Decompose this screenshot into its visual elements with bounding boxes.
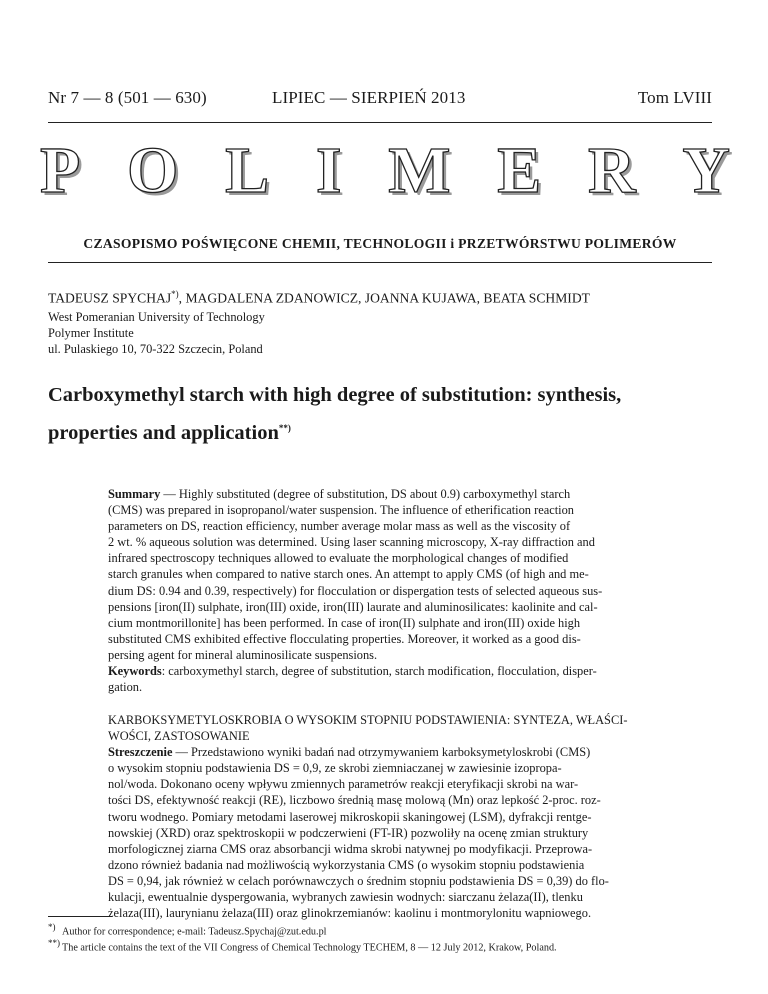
polish-line: żelaza(III), laurynianu żelaza(III) oraz glinokrzemianów: kaolinu i montmorylonitu wapniowego. [108,906,592,921]
author-first: TADEUSZ SPYCHAJ [48,290,172,306]
polish-title-line: WOŚCI, ZASTOSOWANIE [108,729,250,744]
journal-logo [40,133,730,208]
author-list [48,289,590,307]
summary-line: (CMS) was prepared in isopropanol/water suspension. The influence of etherification reaction [108,503,574,518]
footnote-mark: **) [48,938,60,948]
streszczenie-label: Streszczenie [108,745,173,760]
polish-line: nowskiej (XRD) oraz spektroskopii w podczerwieni (FT-IR) pozwoliły na ocenę zmian struktury [108,825,589,840]
polish-line: dzono również badania nad możliwością wykorzystania CMS (o wysokim stopniu podstawienia [108,857,585,872]
issue-date: LIPIEC — SIERPIEŃ 2013 [272,88,466,107]
polish-line: o wysokim stopniu podstawienia DS = 0,9, ze skrobi ziemniaczanej w zawiesinie izopropa- [108,761,562,776]
summary-block [108,486,712,695]
logo-letter: E [497,133,542,207]
logo-letter: I [315,133,342,207]
keywords-line: : carboxymethyl starch, degree of substitution, starch modification, flocculation, disper- [161,664,597,679]
summary-line: parameters on DS, reaction efficiency, number average molar mass as well as the viscosity of [108,519,571,534]
summary-line: substituted CMS exhibited effective flocculating properties. Moreover, it worked as a good dis- [108,631,581,646]
logo-letter: M [388,133,451,207]
polish-line: nol/woda. Dokonano oceny wpływu zmiennych parametrów reakcji eteryfikacji skrobi na war- [108,777,579,792]
article-title [48,379,728,450]
summary-line: persing agent for mineral aluminosilicate suspensions. [108,647,378,662]
logo-letter: O [127,133,179,207]
polish-abstract-block [108,712,712,921]
keywords-label: Keywords [108,664,162,679]
footnote-rule [48,916,112,917]
title-footnote-mark: **) [278,423,291,433]
article-title-line: Carboxymethyl starch with high degree of substitution: synthesis, [48,384,622,406]
polish-line: tości DS, efektywność reakcji (RE), liczbowo średnią masę molową (Mn) oraz lepkość 2-proc. roz- [108,793,601,808]
author-rest: , MAGDALENA ZDANOWICZ, JOANNA KUJAWA, BEATA SCHMIDT [178,290,590,306]
polish-title-line: KARBOKSYMETYLOSKROBIA O WYSOKIM STOPNIU PODSTAWIENIA: SYNTEZA, WŁAŚCI- [108,713,628,727]
polish-line: — Przedstawiono wyniki badań nad otrzymywaniem karboksymetyloskrobi (CMS) [172,745,591,760]
summary-label: Summary [108,487,161,501]
logo-letter: P [40,133,81,207]
polish-line: morfologicznej ziarna CMS oraz absorbancji widma skrobi natywnej po modyfikacji. Przeprowa- [108,841,593,856]
masthead-top-rule [48,122,712,123]
logo-letter: Y [682,133,730,207]
footnote-text: The article contains the text of the VII Congress of Chemical Technology TECHEM, 8 — 12 July 2012, Krakow, Poland. [62,942,557,954]
summary-line: 2 wt. % aqueous solution was determined. Using laser scanning microscopy, X-ray diffraction and [108,535,595,550]
logo-letter: R [587,133,636,207]
footnote [48,938,557,953]
affiliation-line: Polymer Institute [48,326,134,340]
summary-line: pensions [iron(II) sulphate, iron(III) oxide, iron(III) laurate and aluminosilicates: kaolinite and cal- [108,599,598,614]
polish-line: kulacji, ewentualnie dyspergowania, wybranych zawiesin wodnych: siarczanu żelaza(II), tlenku [108,890,583,905]
summary-line: infrared spectroscopy techniques allowed to evaluate the morphological changes of modified [108,551,569,566]
corresponding-mark: *) [171,289,179,299]
polish-line: tworu wodnego. Pomiary metodami laserowej mikroskopii skaningowej (LSM), dyfrakcji rentge- [108,809,592,824]
logo-letter: L [225,133,270,207]
summary-line: — Highly substituted (degree of substitution, DS about 0.9) carboxymethyl starch [160,487,571,501]
summary-line: cium montmorillonite] has been performed. In case of iron(II) sulphate and iron(III) oxide high [108,615,581,630]
masthead-bottom-rule [48,262,712,263]
affiliation-line: West Pomeranian University of Technology [48,310,265,324]
affiliation-line: ul. Pulaskiego 10, 70-322 Szczecin, Poland [48,342,263,356]
issue-number: Nr 7 — 8 (501 — 630) [48,88,207,107]
summary-line: dium DS: 0.94 and 0.39, respectively) for flocculation or dispergation tests of selected aqueous sus- [108,583,603,598]
keywords-line: gation. [108,680,143,695]
footnote-text: Author for correspondence; e-mail: Tadeusz.Spychaj@zut.edu.pl [62,926,327,938]
article-title-line: properties and application [48,421,279,444]
polish-line: DS = 0,94, jak również w celach porównawczych o średnim stopniu podstawienia DS = 0,39) do flo- [108,873,609,888]
summary-line: starch granules when compared to native starch ones. An attempt to apply CMS (of high and me- [108,567,589,582]
journal-subtitle: CZASOPISMO POŚWIĘCONE CHEMII, TECHNOLOGII i PRZETWÓRSTWU POLIMERÓW [83,236,677,251]
footnote-mark: *) [48,922,56,932]
volume-number: Tom LVIII [637,88,712,107]
footnote [48,922,327,937]
